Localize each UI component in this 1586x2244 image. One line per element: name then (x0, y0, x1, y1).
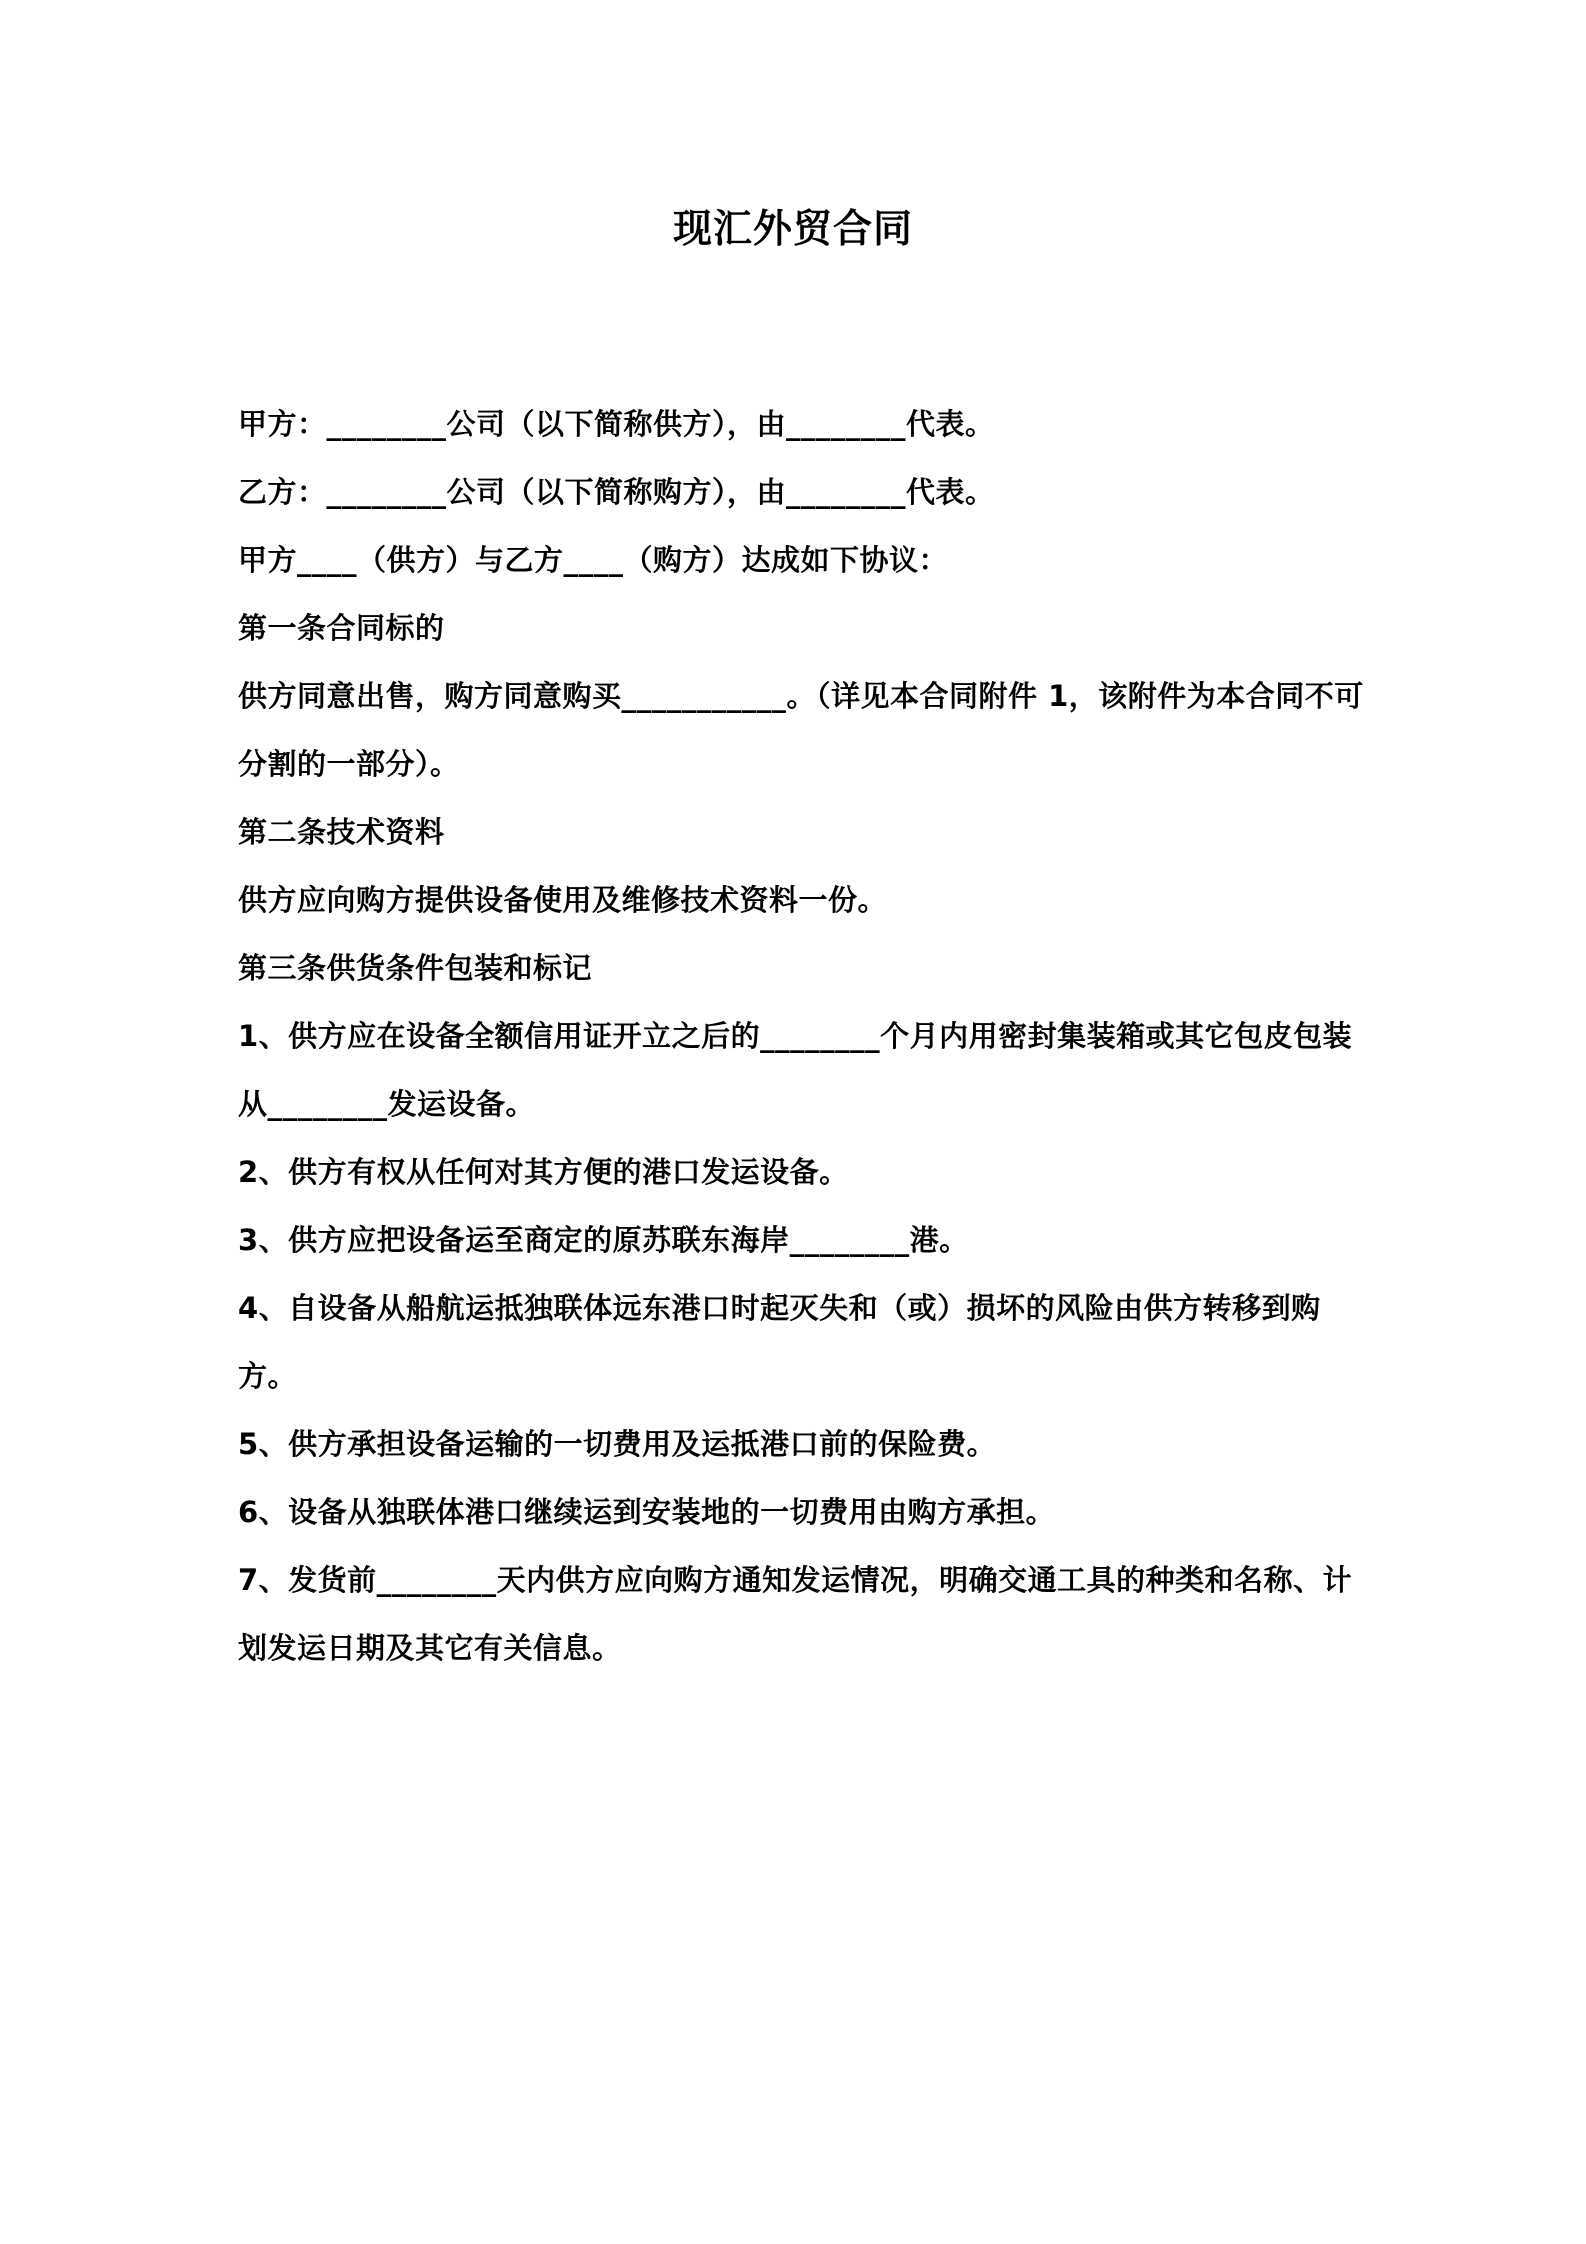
list-item-1: 1、供方应在设备全额信用证开立之后的________个月内用密封集装箱或其它包皮包装从________发运设备。 (238, 1019, 1353, 1121)
paragraph-party-a: 甲方：________公司（以下简称供方），由________代表。 (238, 407, 995, 441)
page-title: 现汇外贸合同 (672, 207, 913, 252)
paragraph-article-2-body: 供方应向购方提供设备使用及维修技术资料一份。 (238, 883, 888, 917)
list-item-4: 4、自设备从船航运抵独联体远东港口时起灭失和（或）损坏的风险由供方转移到购方。 (238, 1291, 1321, 1393)
list-item-3: 3、供方应把设备运至商定的原苏联东海岸________港。 (238, 1223, 969, 1257)
list-item-2: 2、供方有权从任何对其方便的港口发运设备。 (238, 1155, 849, 1189)
heading-article-1: 第一条合同标的 (238, 611, 445, 645)
list-item-5: 5、供方承担设备运输的一切费用及运抵港口前的保险费。 (238, 1427, 997, 1461)
list-item-7: 7、发货前________天内供方应向购方通知发运情况，明确交通工具的种类和名称、计划发运日期及其它有关信息。 (238, 1563, 1353, 1665)
heading-article-2: 第二条技术资料 (238, 815, 445, 849)
paragraph-article-1-body: 供方同意出售，购方同意购买___________。（详见本合同附件 1，该附件为本合同不可分割的一部分）。 (238, 679, 1364, 781)
list-item-6: 6、设备从独联体港口继续运到安装地的一切费用由购方承担。 (238, 1495, 1056, 1529)
paragraph-party-b: 乙方：________公司（以下简称购方），由________代表。 (238, 475, 995, 509)
document-body (238, 390, 1368, 1682)
paragraph-agreement: 甲方____（供方）与乙方____（购方）达成如下协议： (238, 543, 949, 577)
heading-article-3: 第三条供货条件包装和标记 (238, 951, 593, 985)
